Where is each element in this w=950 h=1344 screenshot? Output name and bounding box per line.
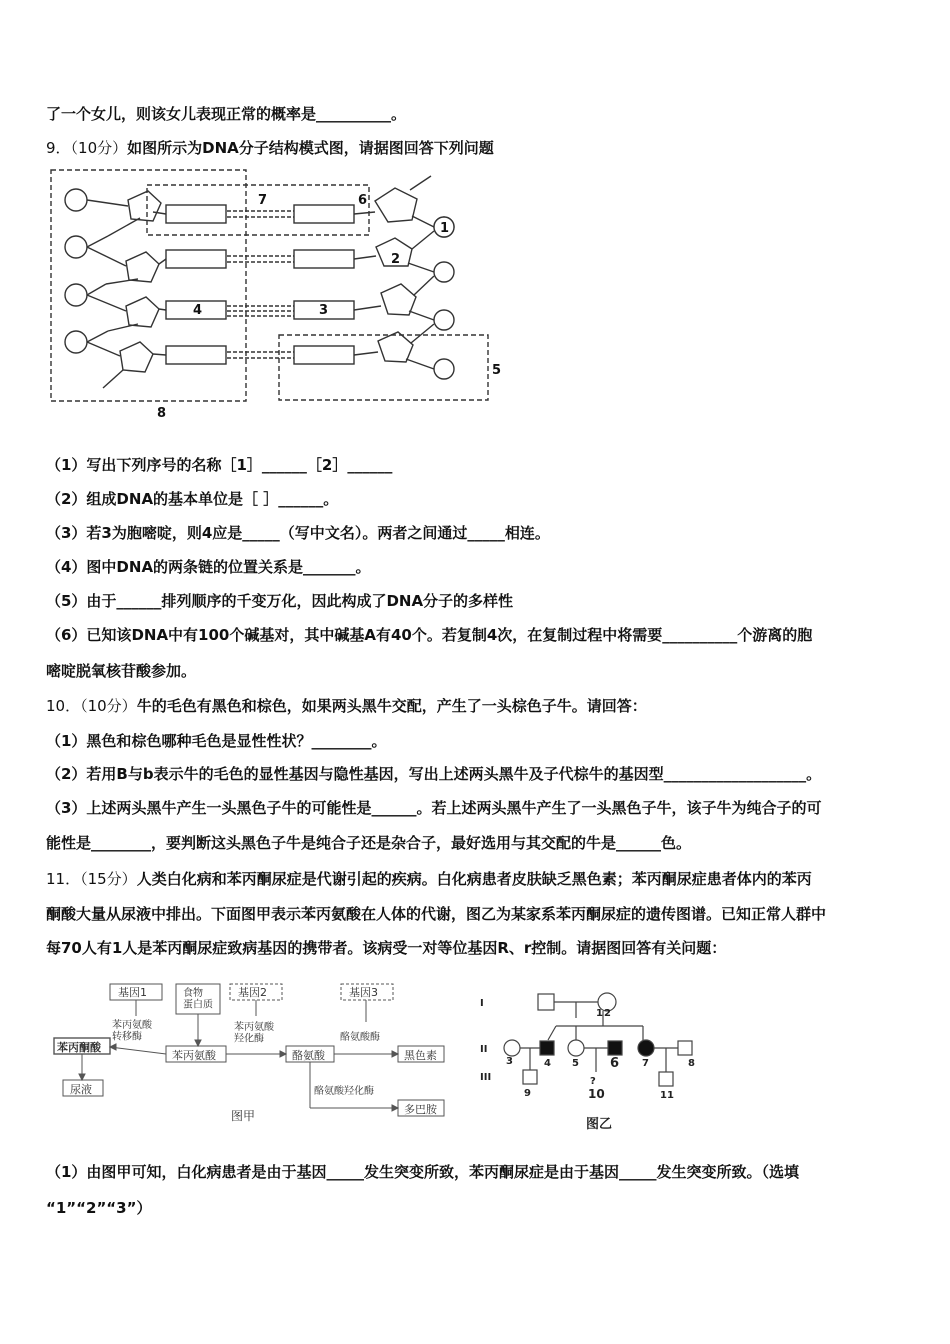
q9-sub5: （5）由于______排列顺序的千变万化，因此构成了DNA分子的多样性 <box>46 592 514 610</box>
gen-III: III <box>480 1072 492 1083</box>
pedigree-figure <box>478 986 708 1136</box>
ind-8: 8 <box>688 1058 695 1069</box>
label-7: 7 <box>258 193 268 208</box>
dopamine-label: 多巴胺 <box>404 1103 437 1116</box>
gene3-label: 基因3 <box>349 986 378 999</box>
ind-11: 11 <box>660 1090 674 1101</box>
prev-question-tail: 了一个女儿，则该女儿表现正常的概率是__________。 <box>46 105 407 123</box>
q10-sub3-line2: 能性是________，要判断这头黑色子牛是纯合子还是杂合子，最好选用与其交配的牛是______色。 <box>46 834 692 852</box>
ind-7: 7 <box>642 1058 649 1069</box>
q9-stem <box>46 138 910 158</box>
ind-1: 1 <box>596 1008 603 1019</box>
unknown-mark: ? <box>590 1076 596 1087</box>
enzyme2-label: 苯丙氨酸羟化酶 <box>234 1022 274 1045</box>
box-5 <box>279 335 488 400</box>
q10-number: 10．（10分） <box>46 697 137 715</box>
q10-stem <box>46 696 910 716</box>
ind-2: 2 <box>604 1008 611 1019</box>
enzyme1-label: 苯丙氨酸转移酶 <box>112 1020 152 1043</box>
urine-label: 尿液 <box>70 1083 92 1096</box>
ind-3: 3 <box>506 1056 513 1067</box>
tyrosine-label: 酪氨酸 <box>292 1049 325 1062</box>
q11-stem-line1 <box>46 869 910 889</box>
food-protein-label: 食物蛋白质 <box>183 988 213 1011</box>
q9-sub4: （4）图中DNA的两条链的位置关系是_______。 <box>46 558 371 576</box>
ind-9: 9 <box>524 1088 531 1099</box>
ind-6: 6 <box>610 1056 620 1071</box>
q11-text-a: 人类白化病和苯丙酮尿症是代谢引起的疾病。白化病患者皮肤缺乏黑色素；苯丙酮尿症患者体内的苯丙 <box>136 870 812 888</box>
q9-sub1: （1）写出下列序号的名称［1］______［2］______ <box>46 456 393 474</box>
q11-stem-line2: 酮酸大量从尿液中排出。下面图甲表示苯丙氨酸在人体的代谢，图乙为某家系苯丙酮尿症的遗传图谱。已知正常人群中 <box>46 905 827 923</box>
dna-structure-figure <box>48 166 518 422</box>
q9-sub2: （2）组成DNA的基本单位是［ ］______。 <box>46 490 339 508</box>
figure-jia-caption: 图甲 <box>231 1109 256 1123</box>
figure-yi-caption: 图乙 <box>586 1117 613 1132</box>
q10-text: 牛的毛色有黑色和棕色，如果两头黑牛交配，产生了一头棕色子牛。请回答： <box>136 697 647 715</box>
q11-sub1-line1: （1）由图甲可知，白化病患者是由于基因_____发生突变所致，苯丙酮尿症是由于基因_____发生突变所致。（选填 <box>46 1163 799 1181</box>
label-5: 5 <box>492 363 502 378</box>
label-1: 1 <box>440 221 450 236</box>
label-3: 3 <box>319 303 329 318</box>
gen-II: II <box>480 1044 488 1055</box>
q9-sub6-line2: 嘧啶脱氧核苷酸参加。 <box>46 662 197 680</box>
q10-sub2: （2）若用B与b表示牛的毛色的显性基因与隐性基因，写出上述两头黑牛及子代棕牛的基因型___________________。 <box>46 765 822 783</box>
phenylpyruvate-label: 苯丙酮酸 <box>57 1041 101 1054</box>
q11-number: 11．（15分） <box>46 870 137 888</box>
q11-stem-line3: 每70人有1人是苯丙酮尿症致病基因的携带者。该病受一对等位基因R、r控制。请据图回答有关问题： <box>46 939 727 957</box>
phenylalanine-label: 苯丙氨酸 <box>172 1049 216 1062</box>
label-6: 6 <box>358 193 368 208</box>
gen-I: I <box>480 998 484 1009</box>
melanin-label: 黑色素 <box>404 1049 437 1062</box>
q9-number: 9．（10分） <box>46 139 128 157</box>
enzyme4-label: 酪氨酸羟化酶 <box>314 1086 374 1097</box>
ind-4: 4 <box>544 1058 551 1069</box>
q9-text: 如图所示为DNA分子结构模式图，请据图回答下列问题 <box>127 139 494 157</box>
q10-sub3-line1: （3）上述两头黑牛产生一头黑色子牛的可能性是______。若上述两头黑牛产生了一头黑色子牛，该子牛为纯合子的可 <box>46 799 822 817</box>
ind-10: 10 <box>588 1087 605 1101</box>
label-8: 8 <box>157 406 167 421</box>
label-2: 2 <box>391 252 401 267</box>
gene2-label: 基因2 <box>238 986 267 999</box>
q10-sub1: （1）黑色和棕色哪种毛色是显性性状？________。 <box>46 732 387 750</box>
q11-sub1-line2: “1”“2”“3”） <box>46 1199 152 1217</box>
ind-5: 5 <box>572 1058 579 1069</box>
q9-sub6-line1: （6）已知该DNA中有100个碱基对，其中碱基A有40个。若复制4次，在复制过程中将需要__________个游离的胞 <box>46 626 813 644</box>
gene1-label: 基因1 <box>118 986 147 999</box>
label-4: 4 <box>193 303 203 318</box>
enzyme3-label: 酪氨酸酶 <box>340 1032 380 1043</box>
metabolism-figure <box>48 982 458 1132</box>
q9-sub3: （3）若3为胞嘧啶，则4应是_____（写中文名）。两者之间通过_____相连。 <box>46 524 550 542</box>
